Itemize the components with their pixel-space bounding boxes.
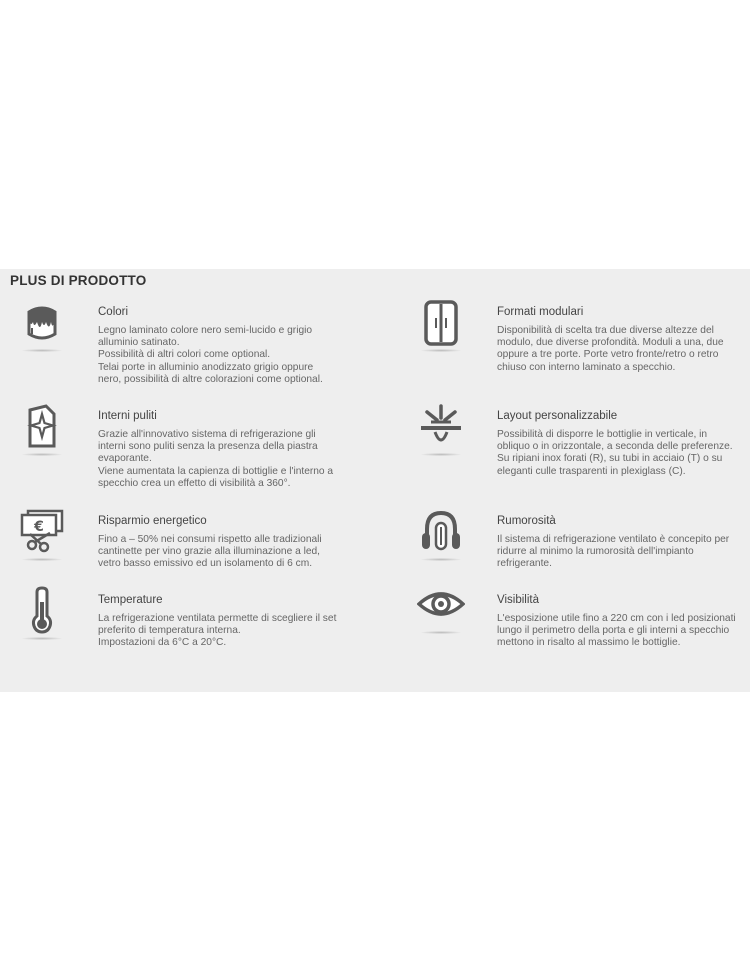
feature-title: Visibilità — [497, 594, 539, 606]
feature-title: Formati modulari — [497, 306, 584, 318]
feature-title: Risparmio energetico — [98, 515, 207, 527]
feature-text: Disponibilità di scelta tra due diverse altezze del modulo, due diverse profondità. Moduli a una, due oppure a tre porte. Porte vetro fronte/retro o retro chiuso con interno laminato a specchio. — [497, 325, 724, 373]
feature-text: L'esposizione utile fino a 220 cm con i led posizionati lungo il perimetro della porta e gli interni a specchio mettono in risalto al massimo le bottiglie. — [497, 613, 736, 649]
feature-rumorosita — [497, 515, 737, 571]
eye-icon — [417, 580, 465, 636]
feature-text: Legno laminato colore nero semi-lucido e grigio alluminio satinato. Possibilità di altri colori come optional. Telai porte in alluminio anodizzato grigio oppure nero, possibilità di altre colorazioni come optional. — [98, 325, 323, 385]
feature-formati-modulari — [497, 306, 737, 374]
sparkle-clean-icon — [18, 402, 66, 458]
feature-text: La refrigerazione ventilata permette di scegliere il set preferito di temperatura interna. Impostazioni da 6°C a 20°C. — [98, 613, 337, 649]
feature-title: Rumorosità — [497, 515, 556, 527]
product-plus-panel — [0, 269, 750, 692]
feature-text: Fino a – 50% nei consumi rispetto alle tradizionali cantinette per vino grazie alla illuminazione a led, vetro basso emissivo ed un isolamento di 6 cm. — [98, 534, 322, 570]
feature-text: Grazie all'innovativo sistema di refrigerazione gli interni sono puliti senza la presenza della piastra evaporante. Viene aumentata la capienza di bottiglie e l'interno a specchio crea un effetto di visibilità a 360°. — [98, 429, 334, 489]
feature-visibilita — [497, 594, 737, 650]
feature-title: Colori — [98, 306, 129, 318]
headphones-icon — [417, 507, 465, 563]
section-title: PLUS DI PRODOTTO — [10, 273, 147, 288]
feature-risparmio-energetico — [34, 515, 338, 571]
feature-text: Possibilità di disporre le bottiglie in verticale, in obliquo o in orizzontale, a seconda delle preferenze. Su ripiani inox forati (R), su tubi in acciaio (T) o su eleganti culle trasparenti in plexiglass (C). — [497, 429, 733, 477]
feature-title: Interni puliti — [98, 410, 157, 422]
bottle-layout-icon — [417, 402, 465, 458]
paint-can-icon — [18, 298, 66, 354]
svg-text:€: € — [34, 519, 44, 535]
feature-title: Layout personalizzabile — [497, 410, 618, 422]
thermometer-icon — [18, 586, 66, 642]
feature-layout-personalizzabile — [497, 410, 737, 478]
double-door-icon — [417, 298, 465, 354]
feature-temperature — [98, 594, 338, 650]
feature-interni-puliti — [98, 410, 338, 490]
feature-text: Il sistema di refrigerazione ventilato è concepito per ridurre al minimo la rumorosità dell'impianto refrigerante. — [497, 534, 730, 570]
feature-title: Temperature — [98, 594, 163, 606]
euro-scissors-icon — [18, 507, 66, 563]
feature-colori — [98, 306, 338, 386]
